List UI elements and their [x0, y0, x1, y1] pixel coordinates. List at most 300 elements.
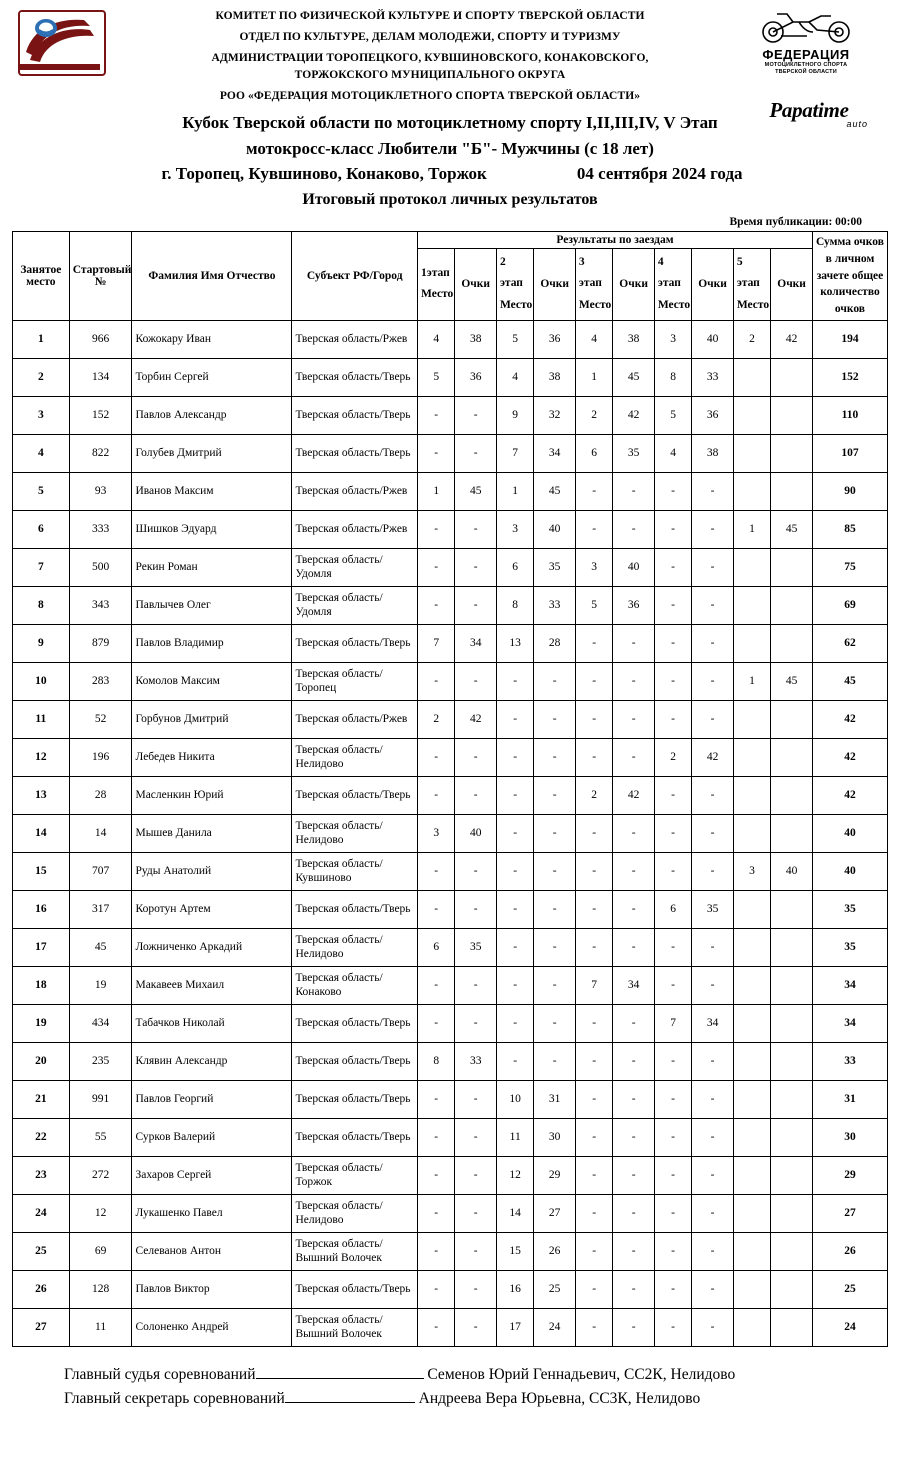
cell-stage-2-points: 28: [534, 624, 576, 662]
cell-stage-3-points: 42: [613, 396, 655, 434]
header-region: Субъект РФ/Город: [292, 232, 418, 320]
cell-region: Тверская область/Тверь: [292, 1080, 418, 1118]
cell-sum: 45: [812, 662, 887, 700]
cell-stage-1-points: -: [455, 586, 497, 624]
cell-stage-2-place: 5: [496, 320, 533, 358]
cell-sum: 35: [812, 928, 887, 966]
cell-stage-1-place: -: [418, 1194, 455, 1232]
cell-sum: 34: [812, 1004, 887, 1042]
cell-stage-1-place: -: [418, 586, 455, 624]
cell-stage-5-points: [771, 738, 813, 776]
cell-stage-5-points: [771, 1118, 813, 1156]
cell-stage-3-place: -: [575, 700, 612, 738]
cell-region: Тверская область/Нелидово: [292, 738, 418, 776]
cell-stage-5-place: [733, 700, 770, 738]
cell-start-number: 317: [69, 890, 132, 928]
cell-stage-5-points: [771, 396, 813, 434]
table-row: [13, 586, 888, 624]
table-row: [13, 624, 888, 662]
cell-stage-2-place: 16: [496, 1270, 533, 1308]
cell-stage-3-points: -: [613, 624, 655, 662]
cell-stage-3-place: -: [575, 890, 612, 928]
cell-region: Тверская область/Удомля: [292, 586, 418, 624]
cell-stage-3-points: -: [613, 738, 655, 776]
cell-stage-2-points: -: [534, 662, 576, 700]
header-stage-3-points: Очки: [613, 249, 655, 320]
cell-start-number: 12: [69, 1194, 132, 1232]
cell-full-name: Табачков Николай: [132, 1004, 292, 1042]
cell-region: Тверская область/Нелидово: [292, 928, 418, 966]
cell-full-name: Сурков Валерий: [132, 1118, 292, 1156]
cell-stage-1-place: -: [418, 1004, 455, 1042]
cell-stage-1-points: -: [455, 396, 497, 434]
cell-stage-3-points: -: [613, 1270, 655, 1308]
cell-stage-3-place: -: [575, 928, 612, 966]
cell-region: Тверская область/Тверь: [292, 434, 418, 472]
cell-stage-1-place: -: [418, 1308, 455, 1346]
cell-stage-1-points: -: [455, 434, 497, 472]
cell-stage-4-place: -: [654, 852, 691, 890]
event-title: Кубок Тверской области по мотоциклетному спорту I,II,III,IV, V Этап: [182, 113, 718, 133]
cell-stage-1-place: 5: [418, 358, 455, 396]
cell-region: Тверская область/Тверь: [292, 1042, 418, 1080]
cell-place: 6: [13, 510, 70, 548]
cell-stage-5-points: [771, 472, 813, 510]
cell-stage-5-place: 2: [733, 320, 770, 358]
cell-stage-1-points: -: [455, 548, 497, 586]
header-line-1: КОМИТЕТ ПО ФИЗИЧЕСКОЙ КУЛЬТУРЕ И СПОРТУ ТВЕРСКОЙ ОБЛАСТИ: [215, 10, 645, 22]
cell-stage-2-points: 34: [534, 434, 576, 472]
cell-stage-4-place: -: [654, 966, 691, 1004]
cell-stage-1-place: -: [418, 738, 455, 776]
cell-stage-4-place: 4: [654, 434, 691, 472]
cell-stage-2-place: 4: [496, 358, 533, 396]
cell-stage-3-place: -: [575, 624, 612, 662]
cell-stage-5-points: 45: [771, 510, 813, 548]
cell-stage-5-place: [733, 1232, 770, 1270]
cell-stage-1-points: 35: [455, 928, 497, 966]
cell-full-name: Макавеев Михаил: [132, 966, 292, 1004]
cell-stage-4-place: 8: [654, 358, 691, 396]
cell-stage-1-points: -: [455, 890, 497, 928]
cell-stage-5-points: [771, 1232, 813, 1270]
cell-stage-3-points: -: [613, 1042, 655, 1080]
judge-label: Главный судья соревнований: [64, 1365, 256, 1383]
federation-name: ФЕДЕРАЦИЯ: [762, 47, 850, 62]
cell-full-name: Лебедев Никита: [132, 738, 292, 776]
cell-region: Тверская область/Тверь: [292, 396, 418, 434]
cell-stage-5-place: [733, 1156, 770, 1194]
cell-sum: 40: [812, 814, 887, 852]
table-row: [13, 1270, 888, 1308]
sponsor-name: Papatime: [769, 98, 849, 122]
cell-region: Тверская область/Кувшиново: [292, 852, 418, 890]
cell-full-name: Павлычев Олег: [132, 586, 292, 624]
table-row: [13, 472, 888, 510]
cell-stage-4-points: 35: [692, 890, 734, 928]
cell-place: 13: [13, 776, 70, 814]
cell-stage-4-points: 33: [692, 358, 734, 396]
cell-region: Тверская область/Тверь: [292, 1118, 418, 1156]
cell-stage-1-place: -: [418, 966, 455, 1004]
cell-stage-3-place: -: [575, 1004, 612, 1042]
cell-stage-1-place: -: [418, 548, 455, 586]
cell-stage-2-points: 27: [534, 1194, 576, 1232]
cell-stage-4-points: 34: [692, 1004, 734, 1042]
cell-full-name: Коротун Артем: [132, 890, 292, 928]
cell-full-name: Руды Анатолий: [132, 852, 292, 890]
cell-stage-5-points: [771, 434, 813, 472]
cell-stage-3-place: -: [575, 510, 612, 548]
cell-region: Тверская область/Тверь: [292, 1270, 418, 1308]
cell-stage-2-points: -: [534, 700, 576, 738]
cell-stage-1-points: -: [455, 1194, 497, 1232]
table-row: [13, 548, 888, 586]
cell-stage-3-place: 7: [575, 966, 612, 1004]
cell-sum: 30: [812, 1118, 887, 1156]
cell-region: Тверская область/Тверь: [292, 890, 418, 928]
cell-stage-1-place: -: [418, 396, 455, 434]
federation-sub-1: МОТОЦИКЛЕТНОГО СПОРТА: [764, 62, 848, 68]
header-stage-5-points: Очки: [771, 249, 813, 320]
cell-stage-3-place: -: [575, 1270, 612, 1308]
table-row: [13, 966, 888, 1004]
cell-region: Тверская область/Тверь: [292, 624, 418, 662]
cell-stage-4-place: -: [654, 1194, 691, 1232]
cell-stage-4-points: -: [692, 1232, 734, 1270]
committee-emblem-icon: [18, 10, 106, 76]
cell-stage-3-points: -: [613, 1156, 655, 1194]
cell-region: Тверская область/Удомля: [292, 548, 418, 586]
header-stage-5: 5 этап Место: [733, 249, 770, 320]
cell-stage-2-place: -: [496, 1042, 533, 1080]
cell-full-name: Кожокару Иван: [132, 320, 292, 358]
cell-stage-4-points: -: [692, 966, 734, 1004]
cell-place: 23: [13, 1156, 70, 1194]
cell-stage-4-points: -: [692, 776, 734, 814]
cell-stage-2-place: -: [496, 852, 533, 890]
cell-place: 22: [13, 1118, 70, 1156]
cell-place: 14: [13, 814, 70, 852]
cell-stage-3-points: -: [613, 700, 655, 738]
cell-stage-5-points: [771, 928, 813, 966]
cell-stage-3-points: -: [613, 852, 655, 890]
header-stage-1-points: Очки: [455, 249, 497, 320]
protocol-subtitle: Итоговый протокол личных результатов: [302, 190, 598, 208]
sponsor-subtitle: auto: [846, 119, 868, 129]
cell-stage-5-points: [771, 966, 813, 1004]
cell-place: 1: [13, 320, 70, 358]
motorcycle-icon: [747, 10, 865, 44]
cell-stage-3-place: 2: [575, 776, 612, 814]
cell-start-number: 134: [69, 358, 132, 396]
cell-stage-5-place: [733, 1080, 770, 1118]
cell-stage-3-place: 2: [575, 396, 612, 434]
cell-stage-3-place: -: [575, 472, 612, 510]
cell-stage-5-points: [771, 814, 813, 852]
cell-stage-4-place: -: [654, 814, 691, 852]
cell-stage-4-place: -: [654, 776, 691, 814]
cell-stage-5-points: [771, 548, 813, 586]
cell-full-name: Голубев Дмитрий: [132, 434, 292, 472]
cell-stage-2-points: 33: [534, 586, 576, 624]
cell-start-number: 879: [69, 624, 132, 662]
cell-place: 9: [13, 624, 70, 662]
cell-stage-5-points: [771, 1156, 813, 1194]
cell-stage-3-place: -: [575, 814, 612, 852]
cell-stage-3-points: 38: [613, 320, 655, 358]
cell-stage-1-points: 36: [455, 358, 497, 396]
cell-stage-3-points: 40: [613, 548, 655, 586]
cell-stage-1-place: -: [418, 1080, 455, 1118]
cell-region: Тверская область/Конаково: [292, 966, 418, 1004]
table-row: [13, 738, 888, 776]
cell-stage-1-place: 8: [418, 1042, 455, 1080]
cell-stage-2-place: 7: [496, 434, 533, 472]
cell-place: 25: [13, 1232, 70, 1270]
table-row: [13, 814, 888, 852]
cell-place: 20: [13, 1042, 70, 1080]
cell-stage-1-place: 7: [418, 624, 455, 662]
cell-region: Тверская область/Торжок: [292, 1156, 418, 1194]
cell-region: Тверская область/Тверь: [292, 1004, 418, 1042]
table-body: [13, 320, 888, 1346]
table-row: [13, 320, 888, 358]
cell-start-number: 28: [69, 776, 132, 814]
cell-start-number: 19: [69, 966, 132, 1004]
cell-stage-3-points: -: [613, 814, 655, 852]
cell-stage-1-place: -: [418, 890, 455, 928]
cell-stage-1-place: 4: [418, 320, 455, 358]
cell-stage-3-place: -: [575, 1042, 612, 1080]
cell-stage-2-points: 45: [534, 472, 576, 510]
cell-sum: 42: [812, 776, 887, 814]
cell-start-number: 822: [69, 434, 132, 472]
table-row: [13, 434, 888, 472]
cell-stage-3-points: -: [613, 662, 655, 700]
cell-stage-2-points: 40: [534, 510, 576, 548]
cell-region: Тверская область/Нелидово: [292, 1194, 418, 1232]
cell-sum: 29: [812, 1156, 887, 1194]
cell-stage-5-place: [733, 1194, 770, 1232]
cell-full-name: Павлов Георгий: [132, 1080, 292, 1118]
cell-stage-3-place: -: [575, 1194, 612, 1232]
cell-stage-5-place: [733, 928, 770, 966]
secretary-label: Главный секретарь соревнований: [64, 1390, 285, 1408]
cell-stage-5-place: [733, 586, 770, 624]
cell-stage-5-points: [771, 1194, 813, 1232]
cell-sum: 31: [812, 1080, 887, 1118]
table-row: [13, 1194, 888, 1232]
cell-full-name: Мышев Данила: [132, 814, 292, 852]
cell-stage-4-points: -: [692, 1270, 734, 1308]
cell-sum: 25: [812, 1270, 887, 1308]
cell-stage-4-points: 38: [692, 434, 734, 472]
table-head: [13, 232, 888, 320]
cell-stage-3-place: 1: [575, 358, 612, 396]
header-stage-2-points: Очки: [534, 249, 576, 320]
cell-stage-1-place: 6: [418, 928, 455, 966]
cell-stage-4-place: -: [654, 1042, 691, 1080]
cell-full-name: Захаров Сергей: [132, 1156, 292, 1194]
cell-stage-2-points: -: [534, 1042, 576, 1080]
cell-stage-4-place: -: [654, 662, 691, 700]
header-place: Занятое место: [13, 232, 70, 320]
cell-stage-3-points: -: [613, 1308, 655, 1346]
cell-stage-4-place: 6: [654, 890, 691, 928]
cell-stage-5-points: [771, 1080, 813, 1118]
cell-stage-2-points: 31: [534, 1080, 576, 1118]
header-stage-4-points: Очки: [692, 249, 734, 320]
cell-stage-5-place: [733, 472, 770, 510]
cell-sum: 42: [812, 738, 887, 776]
cell-full-name: Павлов Александр: [132, 396, 292, 434]
cell-stage-1-place: -: [418, 1156, 455, 1194]
cell-stage-5-points: [771, 1270, 813, 1308]
cell-stage-1-points: -: [455, 1118, 497, 1156]
cell-stage-3-place: -: [575, 1308, 612, 1346]
cell-stage-1-points: -: [455, 852, 497, 890]
cell-full-name: Селеванов Антон: [132, 1232, 292, 1270]
publication-time: Время публикации: 00:00: [729, 216, 862, 229]
cell-stage-4-points: -: [692, 586, 734, 624]
cell-stage-5-place: [733, 814, 770, 852]
cell-stage-3-place: -: [575, 1080, 612, 1118]
cell-start-number: 283: [69, 662, 132, 700]
cell-stage-5-points: 42: [771, 320, 813, 358]
cell-full-name: Павлов Владимир: [132, 624, 292, 662]
cell-place: 3: [13, 396, 70, 434]
cell-stage-2-points: -: [534, 890, 576, 928]
cell-stage-2-place: 10: [496, 1080, 533, 1118]
event-city: г. Торопец, Кувшиново, Конаково, Торжок: [161, 164, 487, 184]
cell-sum: 62: [812, 624, 887, 662]
table-row: [13, 700, 888, 738]
cell-region: Тверская область/Ржев: [292, 320, 418, 358]
cell-stage-3-place: -: [575, 852, 612, 890]
cell-stage-1-points: 42: [455, 700, 497, 738]
cell-stage-3-points: -: [613, 1194, 655, 1232]
cell-stage-4-points: -: [692, 852, 734, 890]
cell-stage-4-place: -: [654, 1232, 691, 1270]
cell-stage-5-place: [733, 624, 770, 662]
cell-start-number: 235: [69, 1042, 132, 1080]
cell-stage-5-place: [733, 548, 770, 586]
table-row: [13, 1004, 888, 1042]
cell-place: 2: [13, 358, 70, 396]
cell-stage-5-place: [733, 358, 770, 396]
cell-stage-1-points: 33: [455, 1042, 497, 1080]
cell-stage-3-place: 4: [575, 320, 612, 358]
cell-stage-5-points: [771, 700, 813, 738]
event-class: мотокросс-класс Любители "Б"- Мужчины (с 18 лет): [246, 138, 654, 158]
cell-stage-4-place: -: [654, 1080, 691, 1118]
cell-stage-1-place: -: [418, 510, 455, 548]
cell-sum: 33: [812, 1042, 887, 1080]
judge-value: Семенов Юрий Геннадьевич, СС2К, Нелидово: [427, 1365, 736, 1383]
secretary-value: Андреева Вера Юрьевна, СС3К, Нелидово: [418, 1390, 701, 1408]
cell-stage-3-place: 3: [575, 548, 612, 586]
cell-stage-2-place: 14: [496, 1194, 533, 1232]
cell-stage-5-place: [733, 1118, 770, 1156]
cell-full-name: Павлов Виктор: [132, 1270, 292, 1308]
cell-stage-1-points: 38: [455, 320, 497, 358]
cell-stage-1-points: -: [455, 662, 497, 700]
cell-start-number: 52: [69, 700, 132, 738]
cell-stage-2-place: -: [496, 890, 533, 928]
cell-stage-2-place: -: [496, 928, 533, 966]
cell-sum: 107: [812, 434, 887, 472]
cell-place: 27: [13, 1308, 70, 1346]
cell-stage-1-place: -: [418, 434, 455, 472]
cell-sum: 26: [812, 1232, 887, 1270]
cell-stage-2-place: 3: [496, 510, 533, 548]
cell-stage-4-points: -: [692, 662, 734, 700]
cell-stage-1-place: -: [418, 1232, 455, 1270]
cell-stage-5-place: 3: [733, 852, 770, 890]
cell-stage-5-points: [771, 1004, 813, 1042]
event-location-date-row: [12, 161, 888, 187]
table-row: [13, 1042, 888, 1080]
cell-stage-2-place: -: [496, 1004, 533, 1042]
cell-stage-2-points: 32: [534, 396, 576, 434]
cell-stage-4-place: -: [654, 1118, 691, 1156]
cell-stage-2-points: 25: [534, 1270, 576, 1308]
cell-stage-4-place: 5: [654, 396, 691, 434]
cell-full-name: Горбунов Дмитрий: [132, 700, 292, 738]
header-start-number: Стартовый №: [69, 232, 132, 320]
cell-stage-3-points: -: [613, 1080, 655, 1118]
cell-stage-4-place: 7: [654, 1004, 691, 1042]
cell-stage-4-points: -: [692, 624, 734, 662]
table-row: [13, 1308, 888, 1346]
cell-stage-4-points: -: [692, 1118, 734, 1156]
cell-stage-2-points: -: [534, 814, 576, 852]
cell-start-number: 55: [69, 1118, 132, 1156]
header-sum: Сумма очков в личном зачете общее количество очков: [812, 232, 887, 320]
cell-full-name: Ложниченко Аркадий: [132, 928, 292, 966]
cell-stage-4-points: -: [692, 700, 734, 738]
cell-stage-1-place: 3: [418, 814, 455, 852]
cell-stage-5-points: [771, 1308, 813, 1346]
cell-stage-2-points: 24: [534, 1308, 576, 1346]
cell-stage-1-points: -: [455, 1232, 497, 1270]
footer-secretary-row: [64, 1387, 888, 1412]
cell-region: Тверская область/Ржев: [292, 472, 418, 510]
cell-place: 24: [13, 1194, 70, 1232]
cell-start-number: 128: [69, 1270, 132, 1308]
cell-start-number: 93: [69, 472, 132, 510]
cell-full-name: Масленкин Юрий: [132, 776, 292, 814]
cell-start-number: 45: [69, 928, 132, 966]
cell-stage-3-place: -: [575, 1118, 612, 1156]
table-row: [13, 1156, 888, 1194]
cell-stage-4-points: 40: [692, 320, 734, 358]
cell-place: 11: [13, 700, 70, 738]
header-line-4: ТОРЖОКСКОГО МУНИЦИПАЛЬНОГО ОКРУГА: [294, 69, 566, 82]
cell-sum: 90: [812, 472, 887, 510]
cell-full-name: Комолов Максим: [132, 662, 292, 700]
cell-sum: 27: [812, 1194, 887, 1232]
cell-stage-2-place: 13: [496, 624, 533, 662]
cell-stage-3-place: -: [575, 738, 612, 776]
cell-stage-3-points: -: [613, 510, 655, 548]
cell-sum: 110: [812, 396, 887, 434]
cell-place: 5: [13, 472, 70, 510]
cell-stage-1-points: -: [455, 738, 497, 776]
table-row: [13, 1080, 888, 1118]
header-stage-1: 1этап Место: [418, 249, 455, 320]
